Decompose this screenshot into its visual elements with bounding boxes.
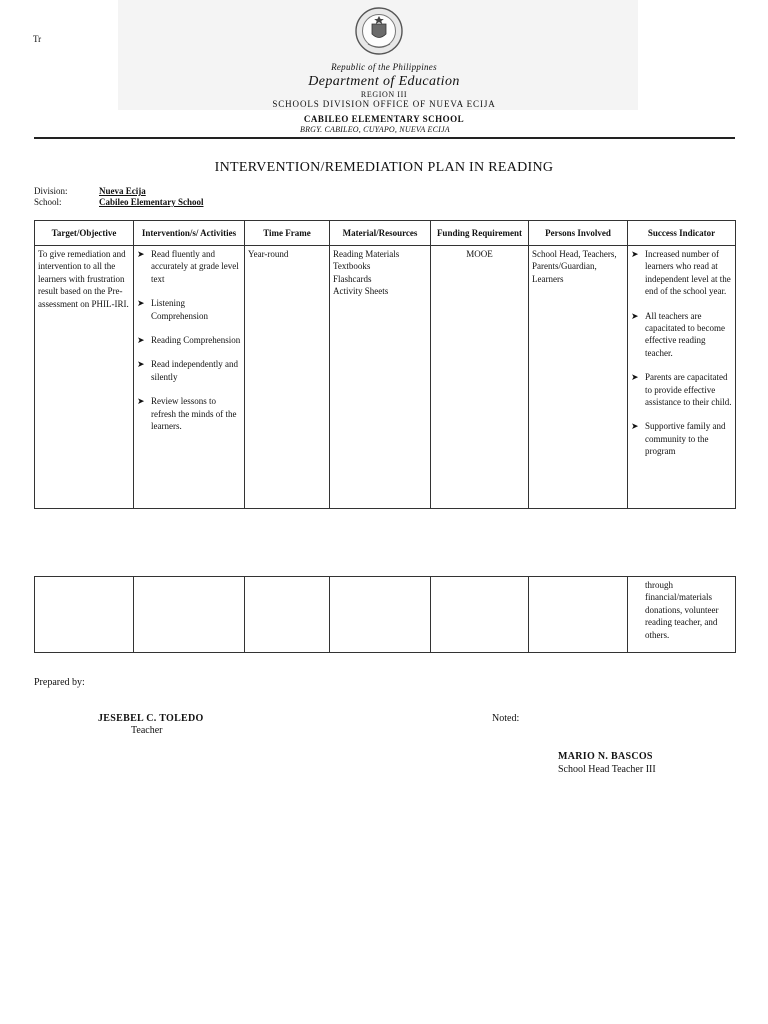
cell-materials — [330, 246, 431, 509]
list-item: ➤ Increased number of learners who read at independent level at the end of the school year. — [631, 249, 731, 297]
cell-empty — [245, 577, 330, 653]
list-item: ➤ Read independently and silently — [137, 359, 238, 382]
material-item: Textbooks — [333, 261, 371, 272]
cell-empty — [529, 577, 628, 653]
region-line: REGION III — [360, 90, 408, 99]
header-rule — [34, 137, 735, 139]
noter-title: School Head Teacher III — [558, 764, 656, 775]
noter-name: MARIO N. BASCOS — [558, 751, 653, 762]
header-time-frame: Time Frame — [245, 221, 330, 246]
list-item: ➤ Listening Comprehension — [137, 298, 208, 321]
header-persons: Persons Involved — [529, 221, 628, 246]
material-item: Flashcards — [333, 273, 372, 284]
arrowhead-bullet-icon: ➤ — [631, 421, 639, 432]
cell-interventions — [134, 246, 245, 509]
division-label: Division: — [34, 186, 68, 196]
arrowhead-bullet-icon: ➤ — [631, 372, 639, 383]
preparer-title: Teacher — [131, 725, 163, 736]
list-item: ➤ Review lessons to refresh the minds of the learners. — [137, 396, 237, 432]
preparer-name: JESEBEL C. TOLEDO — [98, 713, 204, 724]
arrowhead-bullet-icon: ➤ — [137, 359, 145, 370]
school-value: Cabileo Elementary School — [99, 197, 204, 207]
school-label: School: — [34, 197, 62, 207]
cell-empty — [330, 577, 431, 653]
arrowhead-bullet-icon: ➤ — [137, 249, 145, 259]
division-value: Nueva Ecija — [99, 186, 146, 196]
arrowhead-bullet-icon: ➤ — [631, 310, 639, 321]
corner-mark: Tr — [33, 34, 42, 44]
header-interventions: Intervention/s/ Activities — [134, 221, 245, 246]
list-item: ➤ Supportive family and community to the program — [631, 421, 726, 457]
prepared-by-label: Prepared by: — [34, 677, 85, 688]
school-name: CABILEO ELEMENTARY SCHOOL — [303, 114, 465, 124]
arrowhead-bullet-icon: ➤ — [137, 298, 145, 309]
cell-persons: School Head, Teachers, Parents/Guardian, Learners — [529, 246, 628, 509]
division-office-line: SCHOOLS DIVISION OFFICE OF NUEVA ECIJA — [272, 99, 496, 109]
arrowhead-bullet-icon: ➤ — [137, 335, 145, 346]
success-list — [631, 248, 732, 458]
material-item: Activity Sheets — [333, 286, 389, 297]
republic-line: Republic of the Philippines — [331, 62, 437, 72]
document-title: INTERVENTION/REMEDIATION PLAN IN READING — [214, 160, 554, 175]
arrowhead-bullet-icon: ➤ — [137, 396, 145, 407]
interventions-list — [137, 248, 241, 432]
table-row — [35, 246, 736, 509]
department-name: Department of Education — [308, 74, 460, 89]
material-item: Reading Materials — [333, 249, 400, 259]
header-target: Target/Objective — [35, 221, 134, 246]
cell-success-continued: through financial/materials donations, volunteer reading teacher, and others. — [628, 577, 736, 653]
list-item: ➤ All teachers are capacitated to become effective reading teacher. — [631, 310, 725, 358]
arrowhead-bullet-icon: ➤ — [631, 249, 639, 259]
header-materials: Material/Resources — [330, 221, 431, 246]
continuation-table — [34, 576, 736, 653]
cell-time-frame: Year-round — [245, 246, 330, 509]
list-item: ➤ Read fluently and accurately at grade level text — [137, 249, 239, 284]
cell-success — [628, 246, 736, 509]
cell-target: To give remediation and intervention to all the learners with frustration result based on the Pre-assessment on PHIL-IRI. — [35, 246, 134, 509]
cell-empty — [431, 577, 529, 653]
cell-empty — [134, 577, 245, 653]
header-success: Success Indicator — [628, 221, 736, 246]
noted-label: Noted: — [492, 713, 520, 724]
list-item: ➤ Parents are capacitated to provide effective assistance to their child. — [631, 372, 732, 408]
school-address: BRGY. CABILEO, CUYAPO, NUEVA ECIJA — [300, 125, 450, 134]
header-funding: Funding Requirement — [431, 221, 529, 246]
cell-funding: MOOE — [431, 246, 529, 509]
plan-table — [34, 220, 736, 509]
deped-seal-icon — [354, 4, 404, 58]
cell-empty — [35, 577, 134, 653]
table-header-row — [35, 221, 736, 246]
list-item: ➤ Reading Comprehension — [137, 335, 241, 346]
table-row — [35, 577, 736, 653]
